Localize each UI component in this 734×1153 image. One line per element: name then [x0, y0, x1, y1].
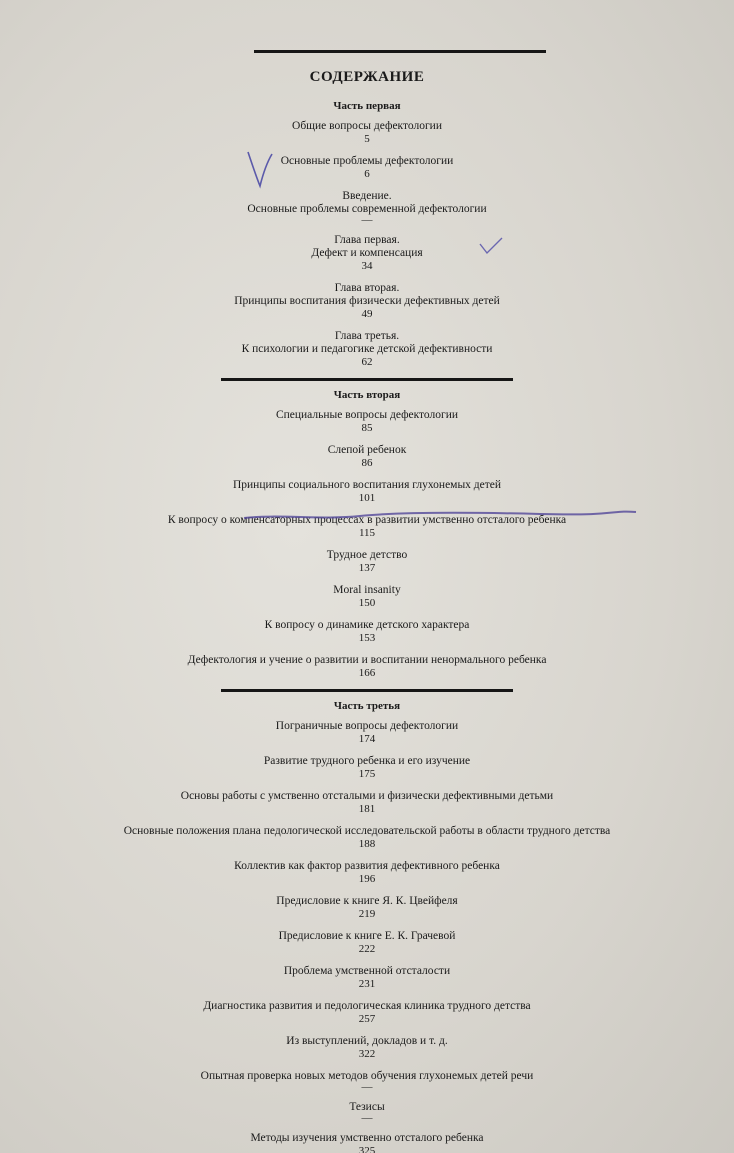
toc-entry	[0, 1035, 734, 1061]
entry-title: К вопросу о динамике детского характера	[264, 619, 470, 631]
section-rule	[221, 689, 513, 692]
page-title: СОДЕРЖАНИЕ	[309, 69, 425, 85]
toc-entry	[0, 479, 734, 505]
entry-title: Коллектив как фактор развития дефективного ребенка	[234, 860, 500, 872]
entry-subtitle: Принципы воспитания физически дефективных детей	[234, 295, 500, 307]
entry-title: Слепой ребенок	[327, 444, 407, 456]
toc-entry	[0, 965, 734, 991]
part-heading-3: Часть третья	[333, 700, 401, 712]
entry-page: 101	[358, 492, 376, 504]
entry-subtitle: Дефект и компенсация	[311, 247, 423, 259]
entry-subtitle: Основные проблемы современной дефектологии	[247, 203, 487, 215]
entry-page: 257	[358, 1013, 376, 1025]
toc-entry	[0, 549, 734, 575]
entry-title: Основные положения плана педологической исследовательской работы в области трудного детства	[123, 825, 611, 837]
entry-page: 174	[358, 733, 376, 745]
entry-page: —	[361, 1081, 373, 1093]
entry-title: Дефектология и учение о развитии и воспитании ненормального ребенка	[187, 654, 547, 666]
toc-entry	[0, 190, 734, 225]
toc-entry	[0, 654, 734, 680]
entry-page: 34	[361, 260, 373, 272]
entry-title: Пограничные вопросы дефектологии	[275, 720, 459, 732]
entry-page: —	[361, 1112, 373, 1124]
entry-title: Принципы социального воспитания глухонемых детей	[232, 479, 502, 491]
entry-title: Глава первая.	[334, 234, 400, 246]
toc-entry	[0, 720, 734, 746]
toc-entry	[0, 444, 734, 470]
entry-page: 196	[358, 873, 376, 885]
entry-title: Развитие трудного ребенка и его изучение	[263, 755, 471, 767]
entry-title: Проблема умственной отсталости	[283, 965, 451, 977]
part-heading-2: Часть вторая	[333, 389, 401, 401]
entry-page: 115	[358, 527, 376, 539]
entry-title: Глава вторая.	[334, 282, 400, 294]
entry-page: 175	[358, 768, 376, 780]
entry-page: 153	[358, 632, 376, 644]
toc-entry	[0, 825, 734, 851]
toc-entry	[0, 514, 734, 540]
section-rule	[221, 378, 513, 381]
toc-entry	[0, 619, 734, 645]
entry-title: Общие вопросы дефектологии	[292, 120, 442, 132]
entry-page: 137	[358, 562, 376, 574]
table-of-contents	[0, 50, 734, 1153]
toc-entry	[0, 282, 734, 321]
toc-entry	[0, 234, 734, 273]
entry-title: Глава третья.	[334, 330, 400, 342]
entry-page: 5	[364, 133, 370, 145]
toc-entry	[0, 1101, 734, 1123]
toc-entry	[0, 895, 734, 921]
entry-title: Опытная проверка новых методов обучения глухонемых детей речи	[200, 1070, 534, 1082]
toc-entry	[0, 409, 734, 435]
entry-title: Основы работы с умственно отсталыми и физически дефективными детьми	[180, 790, 554, 802]
toc-entry	[0, 330, 734, 369]
entry-page: 181	[358, 803, 376, 815]
entry-title: Трудное детство	[326, 549, 408, 561]
entry-page: 150	[358, 597, 376, 609]
toc-entry	[0, 120, 734, 146]
entry-page: 188	[358, 838, 376, 850]
entry-page: 85	[361, 422, 373, 434]
entry-page: 222	[358, 943, 376, 955]
entry-title: Методы изучения умственно отсталого ребенка	[250, 1132, 484, 1144]
entry-page: —	[361, 214, 373, 226]
toc-entry	[0, 790, 734, 816]
entry-page: 219	[358, 908, 376, 920]
entry-title: Специальные вопросы дефектологии	[275, 409, 459, 421]
entry-title: Основные проблемы дефектологии	[280, 155, 454, 167]
toc-entry	[0, 1000, 734, 1026]
toc-entry	[0, 1070, 734, 1092]
entry-title: Введение.	[342, 190, 392, 202]
entry-page: 86	[361, 457, 373, 469]
part-heading-1: Часть первая	[333, 100, 401, 112]
toc-entry	[0, 584, 734, 610]
entry-title: К вопросу о компенсаторных процессах в развитии умственно отсталого ребенка	[167, 514, 567, 526]
entry-title: Из выступлений, докладов и т. д.	[286, 1035, 448, 1047]
top-rule	[254, 50, 546, 53]
toc-entry	[0, 860, 734, 886]
entry-page: 322	[358, 1048, 376, 1060]
toc-entry	[0, 755, 734, 781]
toc-entry	[0, 930, 734, 956]
entry-page: 166	[358, 667, 376, 679]
entry-title: Предисловие к книге Я. К. Цвейфеля	[276, 895, 458, 907]
entry-page: 231	[358, 978, 376, 990]
entry-title: Предисловие к книге Е. К. Грачевой	[278, 930, 456, 942]
entry-subtitle: К психологии и педагогике детской дефективности	[241, 343, 493, 355]
entry-title: Диагностика развития и педологическая клиника трудного детства	[203, 1000, 531, 1012]
toc-entry	[0, 1132, 734, 1153]
entry-page: 62	[361, 356, 373, 368]
toc-entry	[0, 155, 734, 181]
entry-page: 6	[364, 168, 370, 180]
entry-page: 325	[358, 1145, 376, 1153]
entry-page: 49	[361, 308, 373, 320]
entry-title: Moral insanity	[333, 584, 401, 596]
entry-title: Тезисы	[349, 1101, 385, 1113]
